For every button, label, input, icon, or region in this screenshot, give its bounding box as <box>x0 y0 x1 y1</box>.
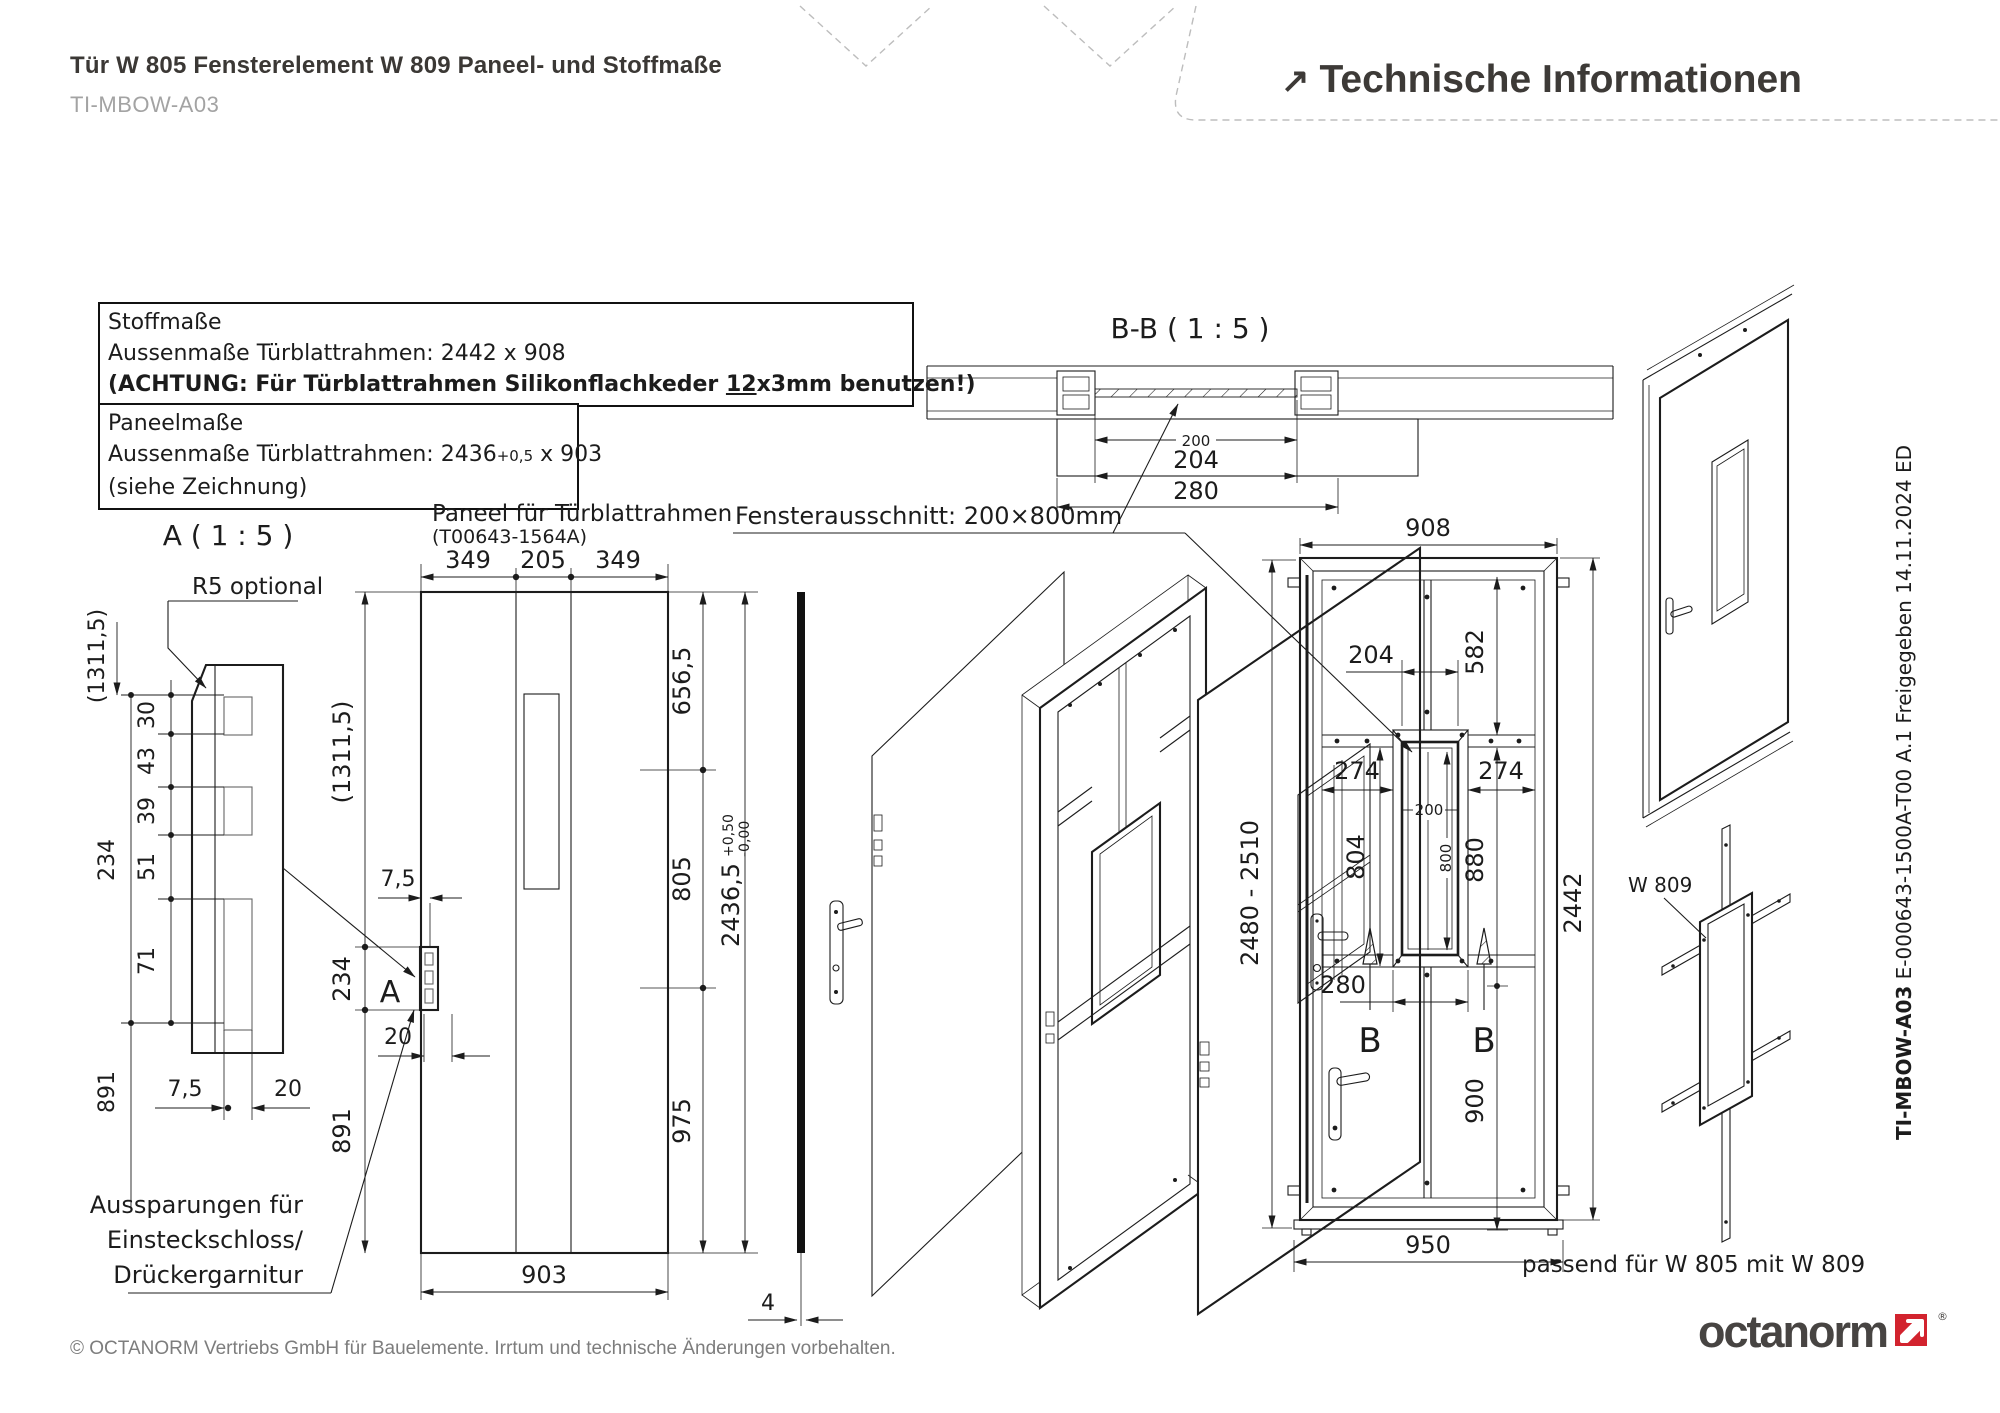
dim-39: 39 <box>135 797 160 825</box>
detail-a-part-outline <box>192 665 283 1053</box>
dim-900: 900 <box>1461 1078 1489 1124</box>
octanorm-arrow-icon <box>1895 1312 1929 1346</box>
dim-2436-5: 2436,5 <box>717 863 745 947</box>
svg-text:TI-MBOW-A03 E-000643-1500A-T00 <box>1892 445 1916 1140</box>
panel-dim-1311: (1311,5) <box>328 700 356 804</box>
callout-line-3: Drückergarnitur <box>113 1261 303 1289</box>
registered-mark: ® <box>1937 1310 1948 1323</box>
section-letter-b-left: B <box>1358 1021 1382 1061</box>
glass-pane-section <box>1095 389 1297 397</box>
dim-2480-2510: 2480 - 2510 <box>1236 819 1264 967</box>
window-cutout-label: Fensterausschnitt: 200×800mm <box>735 502 1123 530</box>
revision-sidebar-text <box>1892 445 1916 1140</box>
dim-200-window: 200 <box>1414 801 1444 819</box>
dim-20: 20 <box>274 1077 302 1102</box>
bb-dim-204: 204 <box>1173 446 1219 474</box>
dim-7-5: 7,5 <box>167 1077 203 1102</box>
slot-2 <box>224 787 252 835</box>
slot-1 <box>224 697 252 735</box>
panel-dim-7-5: 7,5 <box>380 867 416 892</box>
dim-1311-ref: (1311,5) <box>85 608 110 704</box>
dim-903: 903 <box>521 1261 567 1289</box>
callout-line-2: Einsteckschloss/ <box>106 1226 303 1254</box>
dim-30: 30 <box>135 701 160 729</box>
panel-outline <box>421 592 668 1253</box>
dim-234-total: 234 <box>95 839 120 881</box>
dim-349-right: 349 <box>595 546 641 574</box>
detail-a-view <box>85 519 415 1293</box>
lock-cutout-part <box>420 947 438 1010</box>
dim-205: 205 <box>520 546 566 574</box>
panel-dim-234: 234 <box>328 956 356 1002</box>
handle-side-view <box>830 901 863 1004</box>
dim-891: 891 <box>95 1071 120 1113</box>
dim-280-front: 280 <box>1320 971 1366 999</box>
stoffmasse-title: Stoffmaße <box>108 310 222 335</box>
dim-805: 805 <box>668 856 696 902</box>
dim-2442: 2442 <box>1559 872 1587 934</box>
r5-optional-label: R5 optional <box>192 574 324 600</box>
panel-edge-view <box>797 592 805 1253</box>
panel-part-number: (T00643-1564A) <box>432 526 588 548</box>
dim-71: 71 <box>135 947 160 975</box>
w809-label: W 809 <box>1628 873 1693 897</box>
dim-51: 51 <box>135 853 160 881</box>
revision-details: E-000643-1500A-T00 A.1 Freigegeben 14.11.2024 ED <box>1892 444 1916 986</box>
w809-subframe-view <box>1628 825 1790 1242</box>
exploded-assembly-view <box>872 548 1420 1314</box>
callout-line-1: Aussparungen für <box>89 1191 303 1219</box>
detail-a-callout-letter: A <box>379 975 401 1010</box>
dim-4: 4 <box>761 1291 775 1316</box>
page-title: Tür W 805 Fensterelement W 809 Paneel- und Stoffmaße <box>70 52 722 79</box>
dim-349-left: 349 <box>445 546 491 574</box>
arrow-up-right-icon: ↗ <box>1280 62 1310 100</box>
dim-880: 880 <box>1461 837 1489 883</box>
section-bb-title: B-B ( 1 : 5 ) <box>1110 312 1270 345</box>
dim-975: 975 <box>668 1098 696 1144</box>
dim-908: 908 <box>1405 514 1451 542</box>
slot-3 <box>224 899 252 1030</box>
tolerance-minus: -0,00 <box>737 820 753 857</box>
bb-dim-200: 200 <box>1181 432 1211 450</box>
dim-950: 950 <box>1405 1231 1451 1259</box>
section-letter-b-right: B <box>1472 1021 1496 1061</box>
paneelmasse-dims: Aussenmaße Türblattrahmen: 2436+0,5 x 903 <box>108 442 603 467</box>
octanorm-logo-text: octanorm <box>1697 1306 1887 1357</box>
iso-door-view <box>1643 285 1794 827</box>
copyright-note: © OCTANORM Vertriebs GmbH für Bauelemente. Irrtum und technische Änderungen vorbehalten. <box>70 1338 896 1359</box>
right-profile-block <box>1295 371 1338 415</box>
dim-656-5: 656,5 <box>668 646 696 716</box>
dim-274-left: 274 <box>1334 757 1380 785</box>
revision-doc-id: TI-MBOW-A03 <box>1892 985 1916 1140</box>
stoffmasse-dims: Aussenmaße Türblattrahmen: 2442 x 908 <box>108 341 566 366</box>
bb-dim-280: 280 <box>1173 477 1219 505</box>
stoffmasse-warning: (ACHTUNG: Für Türblattrahmen Silikonflachkeder 12x3mm benutzen!) <box>108 372 976 397</box>
lower-panel-section <box>1057 419 1418 476</box>
dim-804: 804 <box>1342 834 1370 880</box>
section-arrow-right <box>1477 928 1491 964</box>
dim-274-right: 274 <box>1478 757 1524 785</box>
panel-title: Paneel für Türblattrahmen <box>432 501 733 527</box>
octanorm-logo <box>1697 1306 1948 1357</box>
document-id: TI-MBOW-A03 <box>70 92 220 117</box>
panel-dim-20: 20 <box>384 1025 412 1050</box>
dim-582: 582 <box>1461 629 1489 675</box>
door-frame-structure <box>1022 575 1206 1308</box>
tolerance-plus: +0,50 <box>721 814 737 857</box>
decorative-dashed-lines <box>800 6 2000 120</box>
brand-heading-label: Technische Informationen <box>1319 58 1802 101</box>
fit-note: passend für W 805 mit W 809 <box>1522 1252 1866 1278</box>
panel-center-cutout <box>524 694 559 889</box>
panel-view <box>328 501 863 1326</box>
panel-dim-891: 891 <box>328 1108 356 1154</box>
detail-a-title: A ( 1 : 5 ) <box>162 519 294 552</box>
paneelmasse-ref: (siehe Zeichnung) <box>108 475 308 500</box>
dim-204-top: 204 <box>1348 641 1394 669</box>
dim-800: 800 <box>1437 843 1455 873</box>
paneelmasse-title: Paneelmaße <box>108 411 244 436</box>
dim-43: 43 <box>135 747 160 775</box>
iso-door-leaf <box>1660 320 1788 800</box>
